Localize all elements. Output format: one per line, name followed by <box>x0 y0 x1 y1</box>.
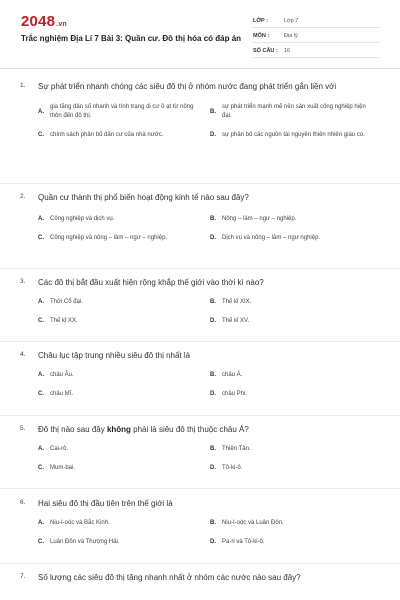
question-text: Quần cư thành thị phổ biến hoạt động kinh tế nào sau đây? <box>38 193 249 202</box>
question-divider <box>0 563 400 564</box>
option-c[interactable] <box>38 130 210 140</box>
option-text: Mum-bai. <box>50 464 76 471</box>
option-text: Thiên Tân. <box>222 445 251 452</box>
logo-suffix: .vn <box>56 21 67 28</box>
option-b[interactable] <box>210 297 382 307</box>
question-3 <box>20 277 382 326</box>
option-text: sự phát triển mạnh mẽ nền sản xuất công nghiệp hiện đại. <box>222 104 366 119</box>
meta-subject <box>253 30 379 43</box>
question-5 <box>20 424 382 473</box>
question-number: 7. <box>20 573 26 580</box>
option-a[interactable] <box>38 444 210 454</box>
option-letter: C. <box>38 235 44 241</box>
option-c[interactable] <box>38 463 210 473</box>
option-text: Niu-I-oóc và Luân Đôn. <box>222 519 284 526</box>
question-number: 1. <box>20 82 26 89</box>
option-text: Nông – lâm – ngư – nghiệp. <box>222 215 297 222</box>
option-d[interactable] <box>210 463 382 473</box>
option-a[interactable] <box>38 518 210 528</box>
question-text: Số lượng các siêu đô thị tăng nhanh nhất ở nhóm các nước nào sau đây? <box>38 573 301 582</box>
question-divider <box>0 268 400 269</box>
option-a[interactable] <box>38 297 210 307</box>
option-letter: A. <box>38 299 44 305</box>
question-divider <box>0 183 400 184</box>
option-letter: A. <box>38 446 44 452</box>
option-a[interactable] <box>38 214 210 224</box>
question-text-emphasis: không <box>106 425 131 434</box>
question-number: 4. <box>20 351 26 358</box>
option-letter: D. <box>210 391 216 397</box>
option-text: gia tăng dân số nhanh và tình trạng di cư ồ ạt từ nông thôn đến đô thị. <box>50 104 194 119</box>
option-b[interactable] <box>210 518 382 528</box>
question-number: 2. <box>20 193 26 200</box>
question-6 <box>20 498 382 547</box>
option-d[interactable] <box>210 316 382 326</box>
option-text: Công nghiệp và nông – lâm – ngư – nghiệp. <box>50 234 168 241</box>
option-letter: D. <box>210 318 216 324</box>
page-title: Trắc nghiệm Địa Lí 7 Bài 3: Quần cư. Đô thị hóa có đáp án <box>21 34 242 43</box>
option-b[interactable] <box>210 370 382 380</box>
option-letter: C. <box>38 132 44 138</box>
question-text: Các đô thị bắt đầu xuất hiện rộng khắp thế giới vào thời kì nào? <box>38 278 264 287</box>
option-text: Niu-I-oóc và Bắc Kinh. <box>50 519 110 526</box>
meta-subject-label: MÔN : <box>253 33 270 39</box>
option-d[interactable] <box>210 130 382 140</box>
page-header <box>0 0 400 68</box>
question-text: Châu lục tập trung nhiều siêu đô thị nhất là <box>38 351 191 360</box>
question-text <box>38 424 382 436</box>
option-letter: B. <box>210 372 216 378</box>
meta-grade-label: LỚP : <box>253 18 268 24</box>
question-number: 3. <box>20 278 26 285</box>
option-letter: B. <box>210 109 216 115</box>
question-text-part: phải là siêu đô thị thuộc châu Á? <box>130 425 249 434</box>
option-c[interactable] <box>38 316 210 326</box>
option-letter: C. <box>38 539 44 545</box>
option-letter: B. <box>210 520 216 526</box>
meta-count-label: SỐ CÂU : <box>253 48 278 54</box>
option-letter: C. <box>38 391 44 397</box>
option-letter: A. <box>38 109 44 115</box>
option-text: Thế kỉ XV. <box>222 317 250 324</box>
option-letter: A. <box>38 520 44 526</box>
option-text: châu Phi. <box>222 390 248 397</box>
option-b[interactable] <box>210 444 382 454</box>
option-letter: D. <box>210 465 216 471</box>
option-text: Luân Đôn và Thượng Hải. <box>50 538 120 545</box>
option-text: chính sách phân bố dân cư của nhà nước. <box>50 131 164 138</box>
option-letter: C. <box>38 465 44 471</box>
option-d[interactable] <box>210 233 382 243</box>
question-1 <box>20 81 382 140</box>
option-c[interactable] <box>38 537 210 547</box>
option-letter: B. <box>210 446 216 452</box>
option-text: Công nghiệp và dịch vụ. <box>50 215 115 222</box>
option-letter: B. <box>210 299 216 305</box>
meta-grade-value: Lớp 7 <box>284 18 299 24</box>
question-4 <box>20 350 382 399</box>
option-d[interactable] <box>210 389 382 399</box>
question-2 <box>20 192 382 243</box>
question-divider <box>0 415 400 416</box>
option-d[interactable] <box>210 537 382 547</box>
meta-count <box>253 45 379 58</box>
question-text: Sự phát triển nhanh chóng các siêu đô thị ở nhóm nước đang phát triển gắn liền với <box>38 82 337 91</box>
question-text: Hai siêu đô thị đầu tiên trên thế giới là <box>38 499 173 508</box>
question-7 <box>20 572 382 584</box>
option-letter: D. <box>210 235 216 241</box>
option-b[interactable] <box>210 214 382 224</box>
question-divider <box>0 488 400 489</box>
option-letter: D. <box>210 539 216 545</box>
option-c[interactable] <box>38 389 210 399</box>
option-letter: B. <box>210 216 216 222</box>
question-text-part: Đô thị nào sau đây <box>38 425 107 434</box>
site-logo[interactable] <box>21 13 67 30</box>
meta-count-value: 16 <box>284 48 291 54</box>
question-divider <box>0 341 400 342</box>
option-text: Pa-ri và Tô-ki-ô. <box>222 538 265 545</box>
option-text: châu Á. <box>222 371 243 378</box>
option-text: sự phân bố các nguồn tài nguyên thiên nhiên giàu có. <box>222 131 365 138</box>
option-letter: A. <box>38 216 44 222</box>
option-text: Dịch vụ và nông – lâm – ngư nghiệp. <box>222 234 321 241</box>
option-c[interactable] <box>38 233 210 243</box>
option-letter: C. <box>38 318 44 324</box>
option-b[interactable] <box>210 103 382 121</box>
meta-grade <box>253 15 379 28</box>
option-text: Thế kỉ XIX. <box>222 298 252 305</box>
option-a[interactable] <box>38 103 210 121</box>
question-number: 5. <box>20 425 26 432</box>
option-text: Tô-ki-ô. <box>222 464 243 471</box>
option-text: Thời Cổ đại. <box>50 298 83 305</box>
option-text: châu Mĩ. <box>50 390 74 397</box>
option-text: Cai-rô. <box>50 445 69 452</box>
option-text: châu Âu. <box>50 371 74 378</box>
meta-subject-value: Địa lý <box>284 33 298 39</box>
question-number: 6. <box>20 499 26 506</box>
option-letter: D. <box>210 132 216 138</box>
option-a[interactable] <box>38 370 210 380</box>
logo-text: 2048 <box>21 13 56 30</box>
option-letter: A. <box>38 372 44 378</box>
header-divider <box>0 68 400 69</box>
option-text: Thế kỉ XX. <box>50 317 78 324</box>
